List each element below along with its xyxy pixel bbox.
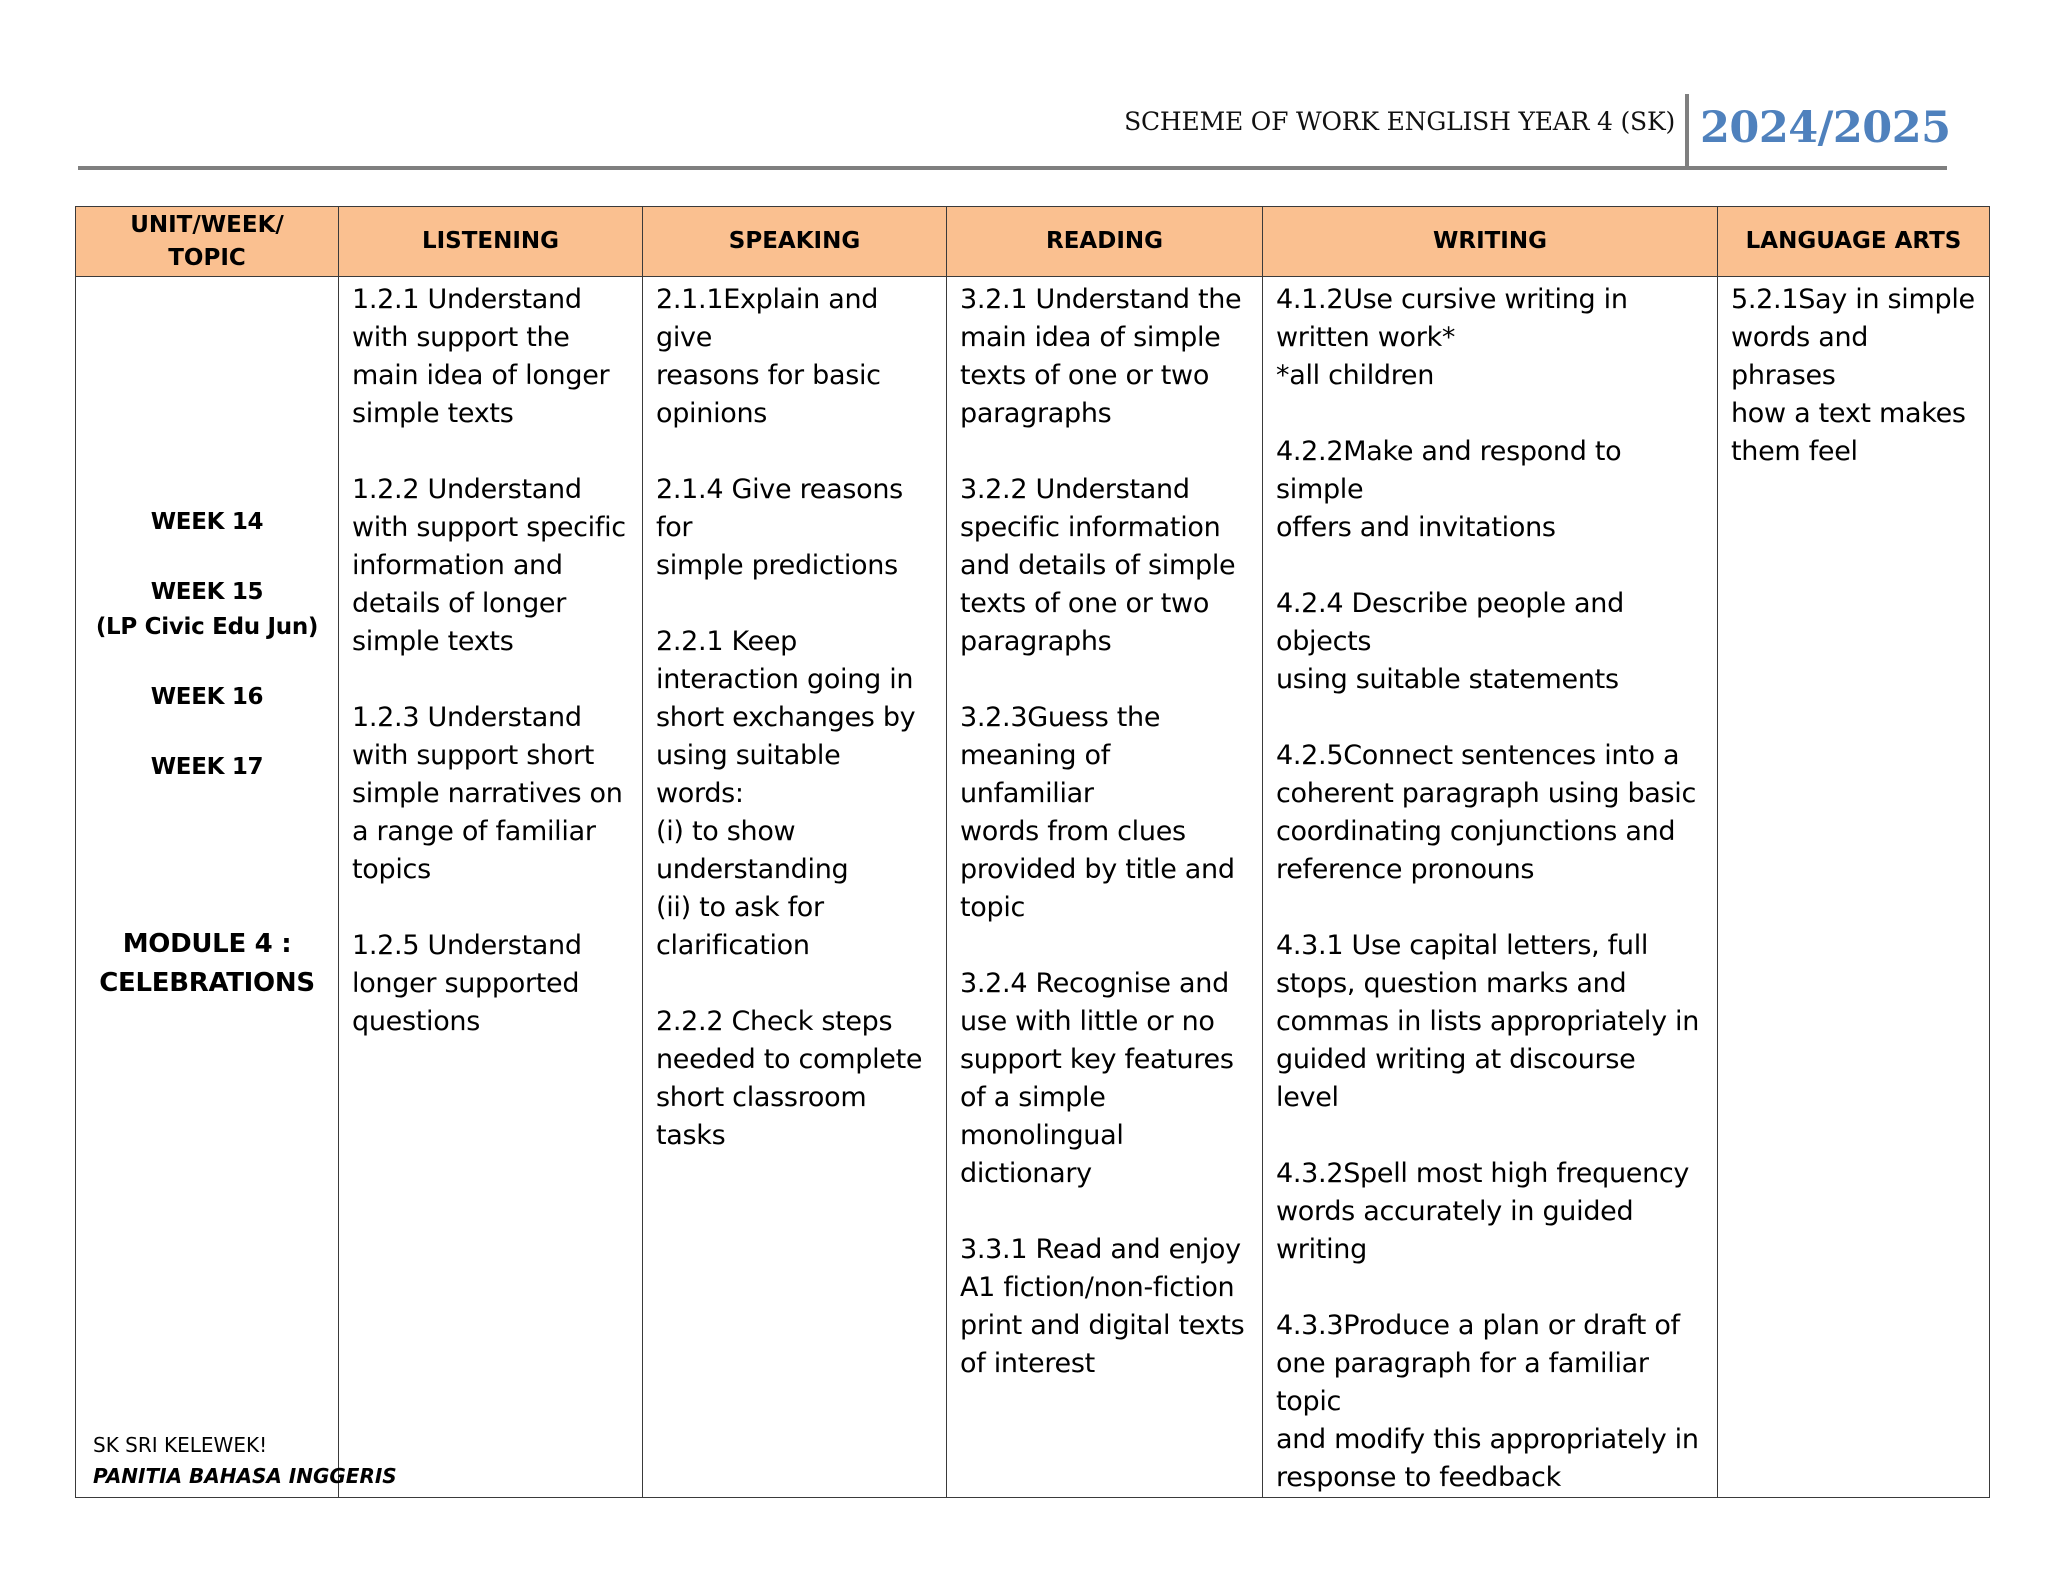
table-header-row xyxy=(76,207,1990,277)
speaking-standard: 2.1.4 Give reasons for simple predictions xyxy=(656,474,903,581)
module-number: MODULE 4 : xyxy=(122,929,292,959)
week-15-label: WEEK 15 xyxy=(150,579,264,605)
speaking-standard: 2.2.1 Keep interaction going in short exchanges by using suitable words: (i) to show understanding (ii) to ask for clarification xyxy=(656,626,916,961)
writing-standard: 4.1.2Use cursive writing in written work* *all children xyxy=(1276,284,1628,391)
speaking-standard: 2.2.2 Check steps needed to complete short classroom tasks xyxy=(656,1006,923,1151)
column-header-writing: WRITING xyxy=(1263,207,1718,277)
language-arts-standard: 5.2.1Say in simple words and phrases how a text makes them feel xyxy=(1731,284,1975,467)
week-17-label: WEEK 17 xyxy=(150,754,264,780)
writing-standard: 4.2.4 Describe people and objects using suitable statements xyxy=(1276,588,1624,695)
reading-standard: 3.2.2 Understand specific information and details of simple texts of one or two paragraphs xyxy=(960,474,1236,657)
scheme-of-work-table xyxy=(75,206,1990,1498)
writing-standard: 4.3.2Spell most high frequency words accurately in guided writing xyxy=(1276,1158,1690,1265)
reading-standard: 3.2.3Guess the meaning of unfamiliar words from clues provided by title and topic xyxy=(960,702,1235,923)
writing-standard: 4.3.3Produce a plan or draft of one paragraph for a familiar topic and modify this appropriately in response to feedback xyxy=(1276,1310,1699,1493)
reading-standard: 3.2.4 Recognise and use with little or no support key features of a simple monolingual dictionary xyxy=(960,968,1234,1189)
week-15-note: (LP Civic Edu Jun) xyxy=(95,614,319,640)
language-arts-cell xyxy=(1718,277,1990,1498)
header-rule xyxy=(78,166,1947,170)
document-year: 2024/2025 xyxy=(1700,103,1951,153)
column-header-unit: UNIT/WEEK/ TOPIC xyxy=(76,207,339,277)
listening-standard: 1.2.2 Understand with support specific information and details of longer simple texts xyxy=(352,474,626,657)
header-divider xyxy=(1685,94,1689,166)
listening-standard: 1.2.5 Understand longer supported questions xyxy=(352,930,582,1037)
column-header-listening: LISTENING xyxy=(339,207,643,277)
footer-school-name: SK SRI KELEWEK! xyxy=(93,1433,268,1457)
column-header-speaking: SPEAKING xyxy=(643,207,947,277)
writing-standard: 4.2.2Make and respond to simple offers and invitations xyxy=(1276,436,1622,543)
module-topic: CELEBRATIONS xyxy=(99,968,315,998)
table-row xyxy=(76,277,1990,1498)
reading-standard: 3.3.1 Read and enjoy A1 fiction/non-fiction print and digital texts of interest xyxy=(960,1234,1245,1379)
column-header-language-arts: LANGUAGE ARTS xyxy=(1718,207,1990,277)
writing-cell xyxy=(1263,277,1718,1498)
week-14-label: WEEK 14 xyxy=(150,509,264,535)
listening-cell xyxy=(339,277,643,1498)
speaking-standard: 2.1.1Explain and give reasons for basic opinions xyxy=(656,284,881,429)
listening-standard: 1.2.1 Understand with support the main idea of longer simple texts xyxy=(352,284,610,429)
listening-standard: 1.2.3 Understand with support short simple narratives on a range of familiar topics xyxy=(352,702,623,885)
speaking-cell xyxy=(643,277,947,1498)
module-title xyxy=(76,925,338,1003)
reading-cell xyxy=(947,277,1263,1498)
week-16-label: WEEK 16 xyxy=(150,684,264,710)
reading-standard: 3.2.1 Understand the main idea of simple texts of one or two paragraphs xyxy=(960,284,1242,429)
writing-standard: 4.3.1 Use capital letters, full stops, question marks and commas in lists appropriately in guided writing at discourse level xyxy=(1276,930,1700,1113)
footer-panel-name: PANITIA BAHASA INGGERIS xyxy=(93,1464,397,1488)
document-title: SCHEME OF WORK ENGLISH YEAR 4 (SK) xyxy=(1124,107,1675,136)
column-header-reading: READING xyxy=(947,207,1263,277)
writing-standard: 4.2.5Connect sentences into a coherent paragraph using basic coordinating conjunctions and reference pronouns xyxy=(1276,740,1697,885)
unit-week-topic-cell xyxy=(76,277,339,1498)
